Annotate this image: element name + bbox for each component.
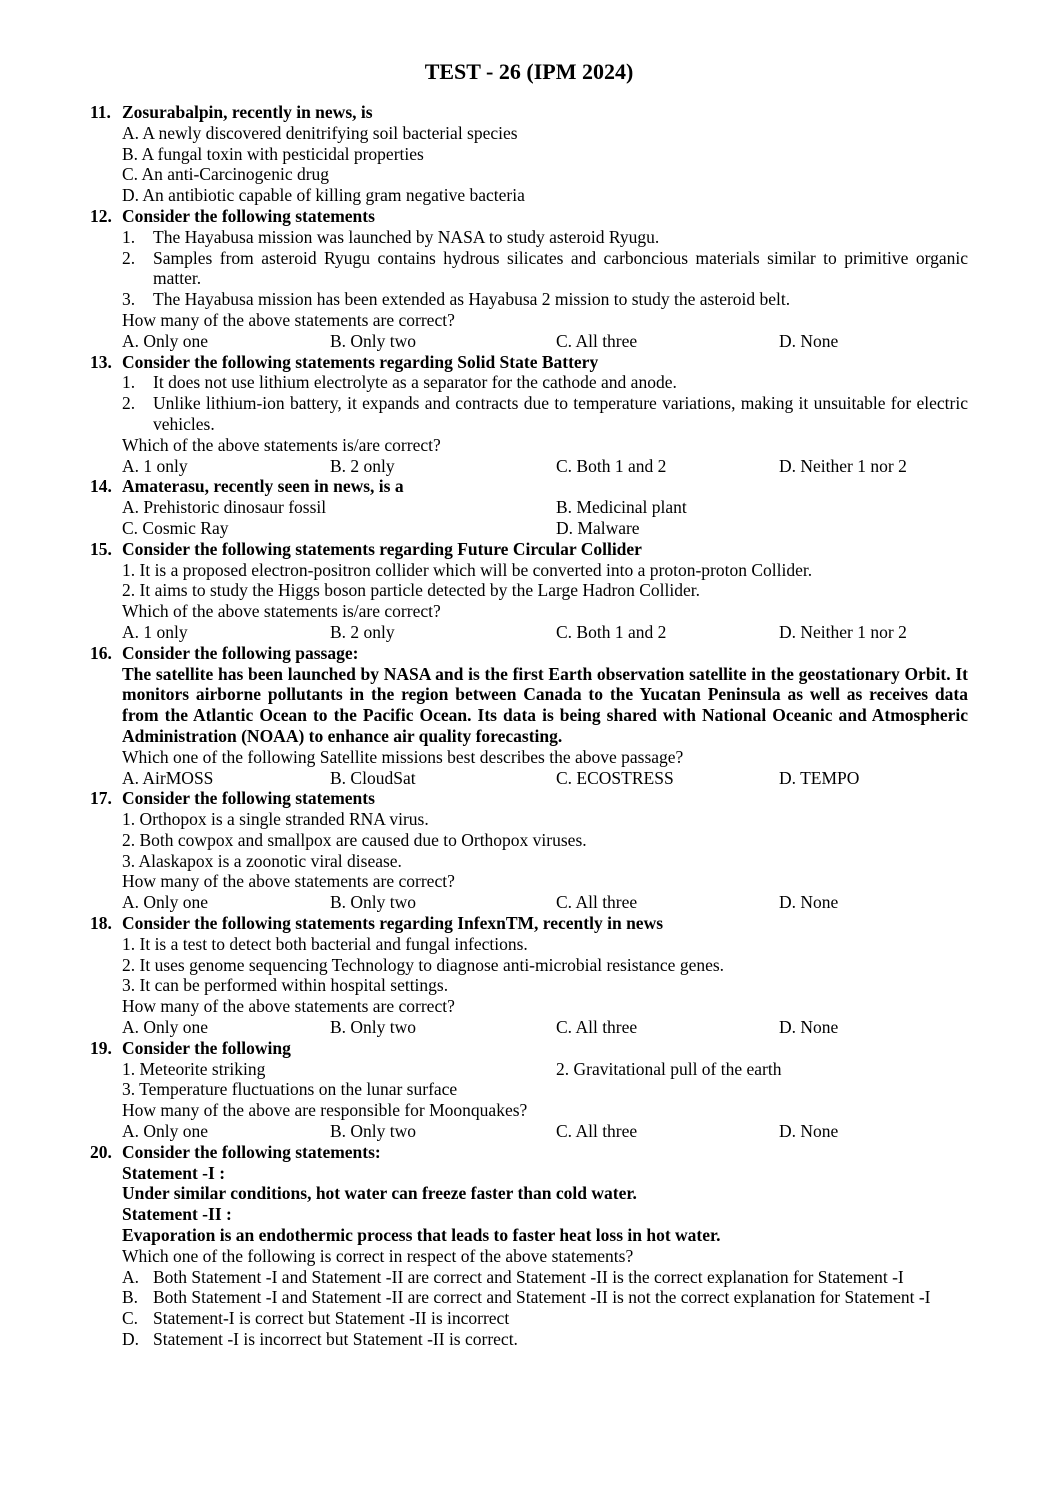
question-block [90,539,968,643]
item-marker: 1. [122,372,136,393]
option-item [122,1267,968,1288]
option-item: A. Only one [122,1017,209,1038]
options-row [122,622,968,643]
option-item: C. All three [556,330,638,351]
question-block [90,1038,968,1142]
question-heading: Consider the following passage: [122,642,359,663]
option-item: D. None [779,892,839,913]
question-line: 3. It can be performed within hospital settings. [122,975,449,996]
option-item: A. Prehistoric dinosaur fossil [122,497,327,518]
item-marker: A. [122,1266,140,1287]
question-line: How many of the above statements are correct? [122,309,455,330]
statement-line: Under similar conditions, hot water can freeze faster than cold water. [122,1183,637,1204]
question-number: 11. [90,102,111,122]
question-line: Which one of the following is correct in respect of the above statements? [122,1245,634,1266]
option-item: D. None [779,1017,839,1038]
question-line: C. An anti-Carcinogenic drug [122,164,330,185]
options-row [122,331,968,352]
option-item: B. 2 only [330,621,395,642]
option-item: A. 1 only [122,455,188,476]
question-heading: Consider the following statements [122,205,375,226]
option-item: C. Both 1 and 2 [556,455,667,476]
passage-paragraph: The satellite has been launched by NASA and is the first Earth observation satellite in the geostationary Orbit. It monitors airborne pollutants in the region between Canada to the Yucatan Peninsula as well as receives data from the Atlantic Ocean to the Pacific Ocean. Its data is being shared with National Oceanic and Atmospheric Administration (NOAA) to enhance air quality forecasting. [122,663,968,746]
option-item: A. Only one [122,1121,209,1142]
question-block [90,352,968,477]
question-number: 14. [90,476,112,497]
question-block [90,913,968,1038]
option-item: A. 1 only [122,621,188,642]
option-item: B. Only two [330,1121,417,1142]
option-item: A. Only one [122,330,209,351]
option-item: 1. Meteorite striking [122,1058,266,1079]
question-body [122,352,968,477]
question-heading: Consider the following statements [122,788,375,809]
question-number: 13. [90,351,112,372]
question-body [122,102,968,206]
options-row [122,497,968,518]
item-marker: B. [122,1287,139,1308]
question-block [90,788,968,913]
questions-list [90,102,968,1350]
statement-line: Evaporation is an endothermic process that leads to faster heat loss in hot water. [122,1225,721,1246]
option-item [122,1287,968,1308]
option-item: C. ECOSTRESS [556,767,674,788]
options-row [122,1017,968,1038]
question-block [90,102,968,206]
item-marker: 2. [122,393,136,414]
question-block [90,1142,968,1350]
item-marker: D. [122,1329,140,1350]
question-body [122,539,968,643]
numbered-statement [122,372,968,393]
question-block [90,643,968,789]
option-item: B. 2 only [330,455,395,476]
question-number: 15. [90,538,112,559]
option-item: A. AirMOSS [122,767,214,788]
option-item: C. Both 1 and 2 [556,621,667,642]
item-text: Both Statement -I and Statement -II are correct and Statement -II is not the correct explanation for Statement -I [153,1287,931,1308]
option-item: C. All three [556,1017,638,1038]
item-text: It does not use lithium electrolyte as a separator for the cathode and anode. [153,372,677,393]
question-body [122,206,968,352]
question-body [122,643,968,789]
option-item: B. Medicinal plant [556,497,687,518]
question-line: 3. Temperature fluctuations on the lunar surface [122,1079,458,1100]
question-line: How many of the above are responsible for Moonquakes? [122,1100,528,1121]
page-title: TEST - 26 (IPM 2024) [424,59,634,84]
question-line: D. An antibiotic capable of killing gram negative bacteria [122,185,525,206]
option-item: D. None [779,330,839,351]
question-line: 2. It aims to study the Higgs boson particle detected by the Large Hadron Collider. [122,580,701,601]
item-text: Both Statement -I and Statement -II are correct and Statement -II is the correct explanation for Statement -I [153,1266,904,1287]
question-body [122,913,968,1038]
option-item: D. Neither 1 nor 2 [779,621,907,642]
question-body [122,1142,968,1350]
item-marker: 1. [122,226,136,247]
item-marker: 2. [122,247,136,268]
numbered-statement [122,227,968,248]
question-line: 2. Both cowpox and smallpox are caused due to Orthopox viruses. [122,829,587,850]
options-row [122,456,968,477]
option-item: A. Only one [122,892,209,913]
question-body [122,1038,968,1142]
question-number: 19. [90,1037,112,1058]
option-item: C. Cosmic Ray [122,517,229,538]
option-item: B. Only two [330,330,417,351]
option-item: 2. Gravitational pull of the earth [556,1058,782,1079]
numbered-statement [122,393,968,435]
option-item: B. Only two [330,1017,417,1038]
options-row [122,892,968,913]
question-heading: Consider the following statements: [122,1141,381,1162]
question-number: 18. [90,913,112,934]
question-number: 20. [90,1141,112,1162]
question-line: B. A fungal toxin with pesticidal properties [122,143,424,164]
question-heading: Consider the following statements regarding Future Circular Collider [122,538,642,559]
question-body [122,788,968,913]
item-text: Statement -I is incorrect but Statement -II is correct. [153,1329,518,1350]
item-text: Unlike lithium-ion battery, it expands and contracts due to temperature variations, making it unsuitable for electric vehicles. [153,393,968,434]
item-marker: 3. [122,289,136,310]
option-item [122,1308,968,1329]
option-item: D. TEMPO [779,767,860,788]
options-row [122,1059,968,1080]
question-number: 17. [90,788,112,809]
option-item: D. Neither 1 nor 2 [779,455,907,476]
question-line: 3. Alaskapox is a zoonotic viral disease. [122,850,402,871]
option-item: C. All three [556,1121,638,1142]
numbered-statement [122,248,968,290]
options-row [122,518,968,539]
option-item: B. CloudSat [330,767,416,788]
option-item [122,1329,968,1350]
question-line: 1. It is a test to detect both bacterial and fungal infections. [122,933,528,954]
question-line: Which one of the following Satellite missions best describes the above passage? [122,746,684,767]
option-item: D. None [779,1121,839,1142]
question-heading: Consider the following [122,1037,291,1058]
question-line: A. A newly discovered denitrifying soil bacterial species [122,122,518,143]
question-number: 16. [90,642,112,663]
numbered-statement [122,289,968,310]
options-row [122,768,968,789]
question-line: 1. Orthopox is a single stranded RNA virus. [122,809,429,830]
question-heading: Amaterasu, recently seen in news, is a [122,476,404,497]
statement-line: Statement -I : [122,1162,226,1183]
statement-line: Statement -II : [122,1204,232,1225]
question-block [90,206,968,352]
question-heading: Consider the following statements regarding InfexnTM, recently in news [122,913,664,934]
question-line: How many of the above statements are correct? [122,871,455,892]
question-line: 2. It uses genome sequencing Technology to diagnose anti-microbial resistance genes. [122,954,725,975]
question-line: 1. It is a proposed electron-positron collider which will be converted into a proton-proton Collider. [122,559,813,580]
item-text: The Hayabusa mission was launched by NASA to study asteroid Ryugu. [153,226,660,247]
option-item: D. Malware [556,517,640,538]
question-body [122,476,968,538]
item-marker: C. [122,1308,139,1329]
option-item: C. All three [556,892,638,913]
question-heading: Consider the following statements regarding Solid State Battery [122,351,599,372]
item-text: Samples from asteroid Ryugu contains hydrous silicates and carboncious materials similar to primitive organic matter. [153,247,968,289]
question-line: Which of the above statements is/are correct? [122,434,441,455]
option-item: B. Only two [330,892,417,913]
question-line: How many of the above statements are correct? [122,996,455,1017]
question-block [90,476,968,538]
options-row [122,1121,968,1142]
item-text: The Hayabusa mission has been extended as Hayabusa 2 mission to study the asteroid belt. [153,289,791,310]
item-text: Statement-I is correct but Statement -II is incorrect [153,1308,510,1329]
question-number: 12. [90,205,112,226]
question-line: Which of the above statements is/are correct? [122,601,441,622]
question-heading: Zosurabalpin, recently in news, is [122,102,373,122]
